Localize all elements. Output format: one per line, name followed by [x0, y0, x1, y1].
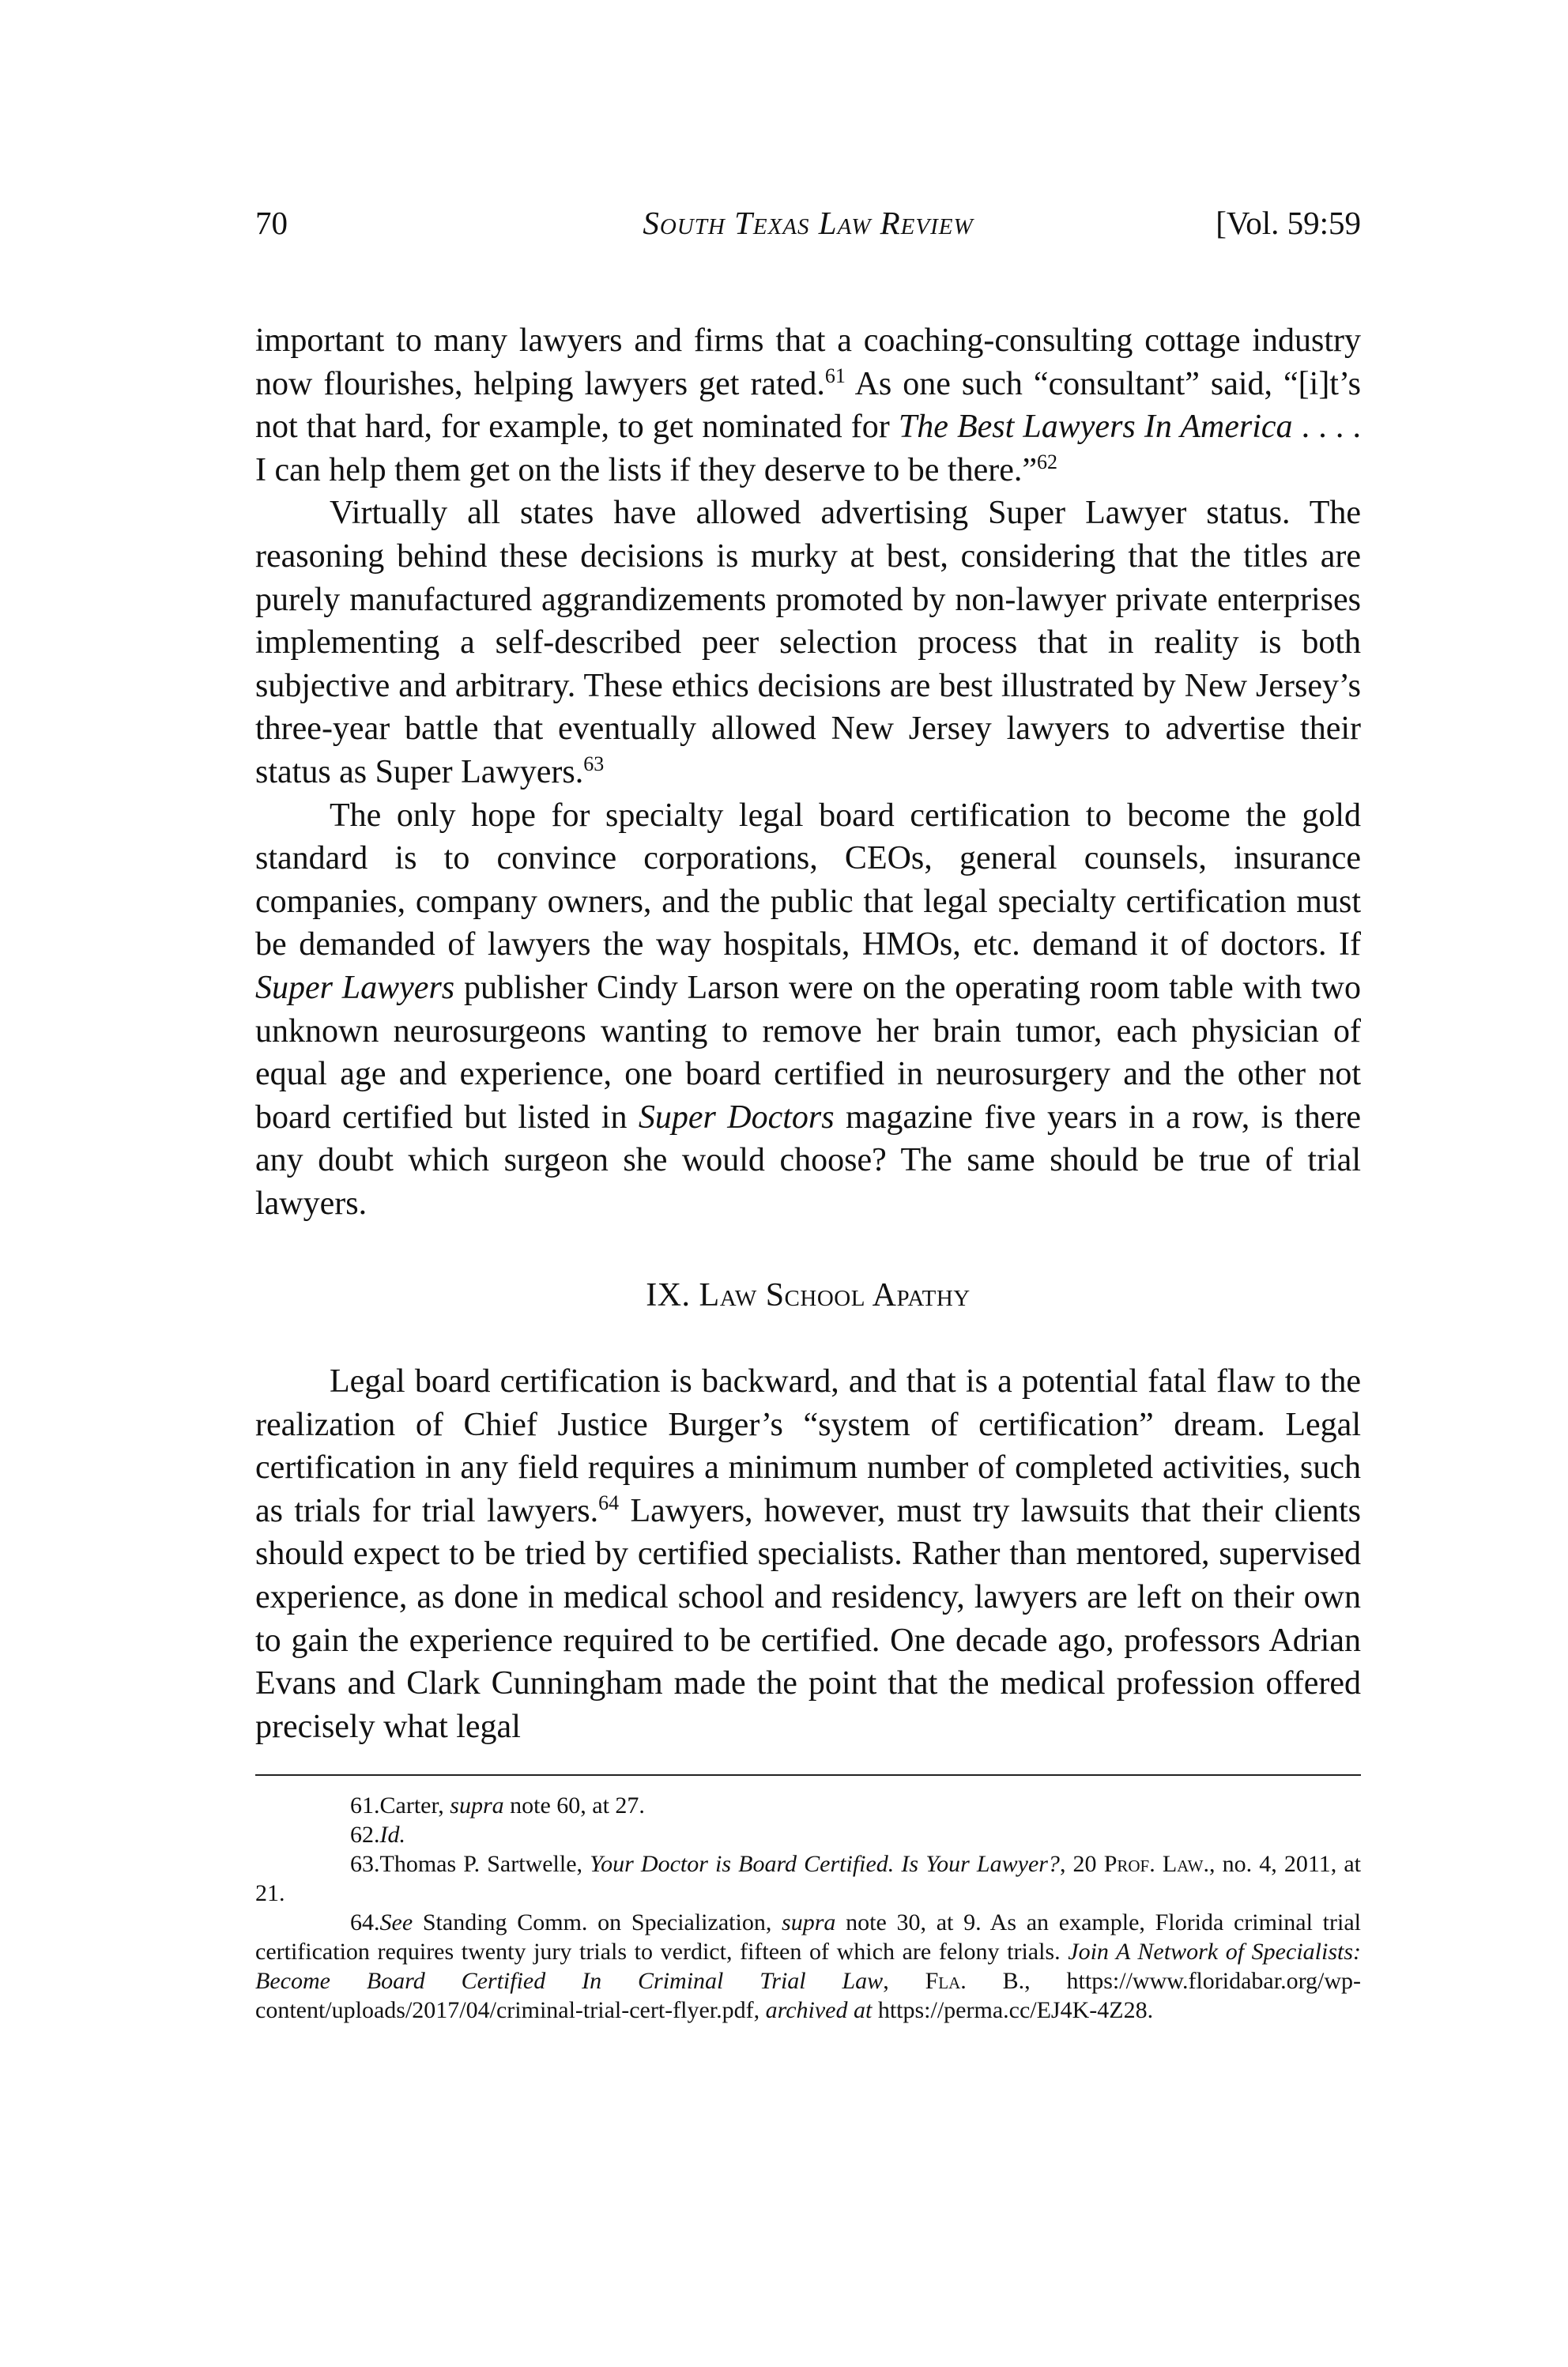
footnote-ref-61[interactable]: 61 — [824, 364, 846, 387]
italic: supra — [782, 1909, 836, 1935]
text: publisher Cindy Larson were on the operating room table with two unknown neurosurgeons wanting to remove her brain tumor, each physician of equal age and experience, one board certified in neurosurgery and the other not board certified but listed in — [255, 969, 1361, 1136]
page-number: 70 — [255, 205, 288, 241]
text: , — [883, 1968, 925, 1994]
footnote-number: 64. — [350, 1909, 380, 1935]
italic-title: Super Lawyers — [255, 969, 455, 1006]
italic-title: Super Doctors — [638, 1099, 835, 1136]
text: note 30, at 9. As an example, Florida criminal trial certification requires twenty jury trials to verdict, fifteen of which are felony trials. — [255, 1909, 1361, 1965]
body-text — [255, 319, 1361, 1748]
text: The only hope for specialty legal board certification to become the gold standard is to convince corporations, CEOs, general counsels, insurance companies, company owners, and the public that legal specialty certification must be demanded of lawyers the way hospitals, HMOs, etc. demand it of doctors. If — [255, 797, 1361, 963]
footnote-ref-64[interactable]: 64 — [598, 1491, 620, 1514]
small-caps: Fla. B. — [925, 1968, 1025, 1994]
text: , 20 — [1059, 1851, 1104, 1877]
text: Virtually all states have allowed advertising Super Lawyer status. The reasoning behind these decisions is murky at best, considering that the titles are purely manufactured aggrandizements promoted by non-lawyer private enterprises implementing a self-described peer selection process that in reality is both subjective and arbitrary. These ethics decisions are best illustrated by New Jersey’s three-year battle that eventually allowed New Jersey lawyers to advertise their status as Super Lawyers. — [255, 495, 1361, 790]
footnote-63 — [255, 1849, 1361, 1908]
section-heading: IX. Law School Apathy — [646, 1277, 971, 1314]
footnote-number: 63. — [350, 1851, 380, 1877]
italic: supra — [450, 1792, 504, 1819]
paragraph-4 — [255, 1360, 1361, 1748]
footnote-62 — [255, 1820, 1361, 1849]
text: Legal board certification is backward, and that is a potential fatal flaw to the realization of Chief Justice Burger’s “system of certification” dream. Legal certification in any field requires a minimum number of completed activities, such as trials for trial lawyers. — [255, 1363, 1361, 1529]
small-caps: Prof. Law. — [1103, 1851, 1209, 1877]
url-text[interactable]: https://perma.cc/EJ4K-4Z28. — [872, 1997, 1154, 2023]
text: As one such “consultant” said, “[i]t’s not that hard, for example, to get nominated for — [255, 365, 1361, 446]
url-text[interactable]: , https://www.floridabar.org/wp-content/uploads/2017/04/criminal-trial-cert-flyer.pdf, — [255, 1968, 1362, 2023]
text: Standing Comm. on Specialization, — [413, 1909, 782, 1935]
paragraph-2 — [255, 492, 1361, 793]
text: Thomas P. Sartwelle, — [379, 1851, 590, 1877]
footnote-ref-63[interactable]: 63 — [583, 752, 605, 775]
footnotes — [255, 1791, 1361, 2025]
running-header — [255, 199, 1361, 247]
text: note 60, at 27. — [503, 1792, 645, 1819]
italic: archived at — [765, 1997, 873, 2023]
footnote-number: 61. — [350, 1792, 380, 1819]
footnote-divider — [255, 1774, 1361, 1776]
footnote-number: 62. — [350, 1822, 380, 1848]
italic: Join A Network of Specialists: Become Board Certified In Criminal Trial Law — [255, 1939, 1361, 1994]
footnote-64 — [255, 1908, 1361, 2025]
footnote-61 — [255, 1791, 1361, 1820]
text: Carter, — [379, 1792, 450, 1819]
footnote-ref-62[interactable]: 62 — [1037, 450, 1057, 473]
italic: Id. — [379, 1822, 405, 1848]
italic: Your Doctor is Board Certified. Is Your Lawyer? — [590, 1851, 1060, 1877]
italic-title: The Best Lawyers In America — [898, 409, 1293, 446]
paragraph-1 — [255, 319, 1361, 492]
text: . . . . I can help them get on the lists if they deserve to be there.” — [255, 409, 1362, 488]
text: , no. 4, 2011, at 21. — [255, 1851, 1362, 1906]
text: important to many lawyers and firms that a coaching-consulting cottage industry now flourishes, helping lawyers get rated. — [255, 322, 1361, 402]
italic: See — [379, 1909, 413, 1935]
text: Lawyers, however, must try lawsuits that their clients should expect to be tried by certified specialists. Rather than mentored, supervised experience, as done in medical school and residency, lawyers are left on their own to gain the experience required to be certified. One decade ago, professors Adrian Evans and Clark Cunningham made the point that the medical profession offered precisely what legal — [255, 1492, 1362, 1745]
journal-title: South Texas Law Review — [643, 205, 974, 241]
volume-citation: [Vol. 59:59 — [1216, 205, 1361, 241]
text: magazine five years in a row, is there any doubt which surgeon she would choose? The same should be true of trial lawyers. — [255, 1099, 1361, 1222]
paragraph-3 — [255, 794, 1361, 1226]
